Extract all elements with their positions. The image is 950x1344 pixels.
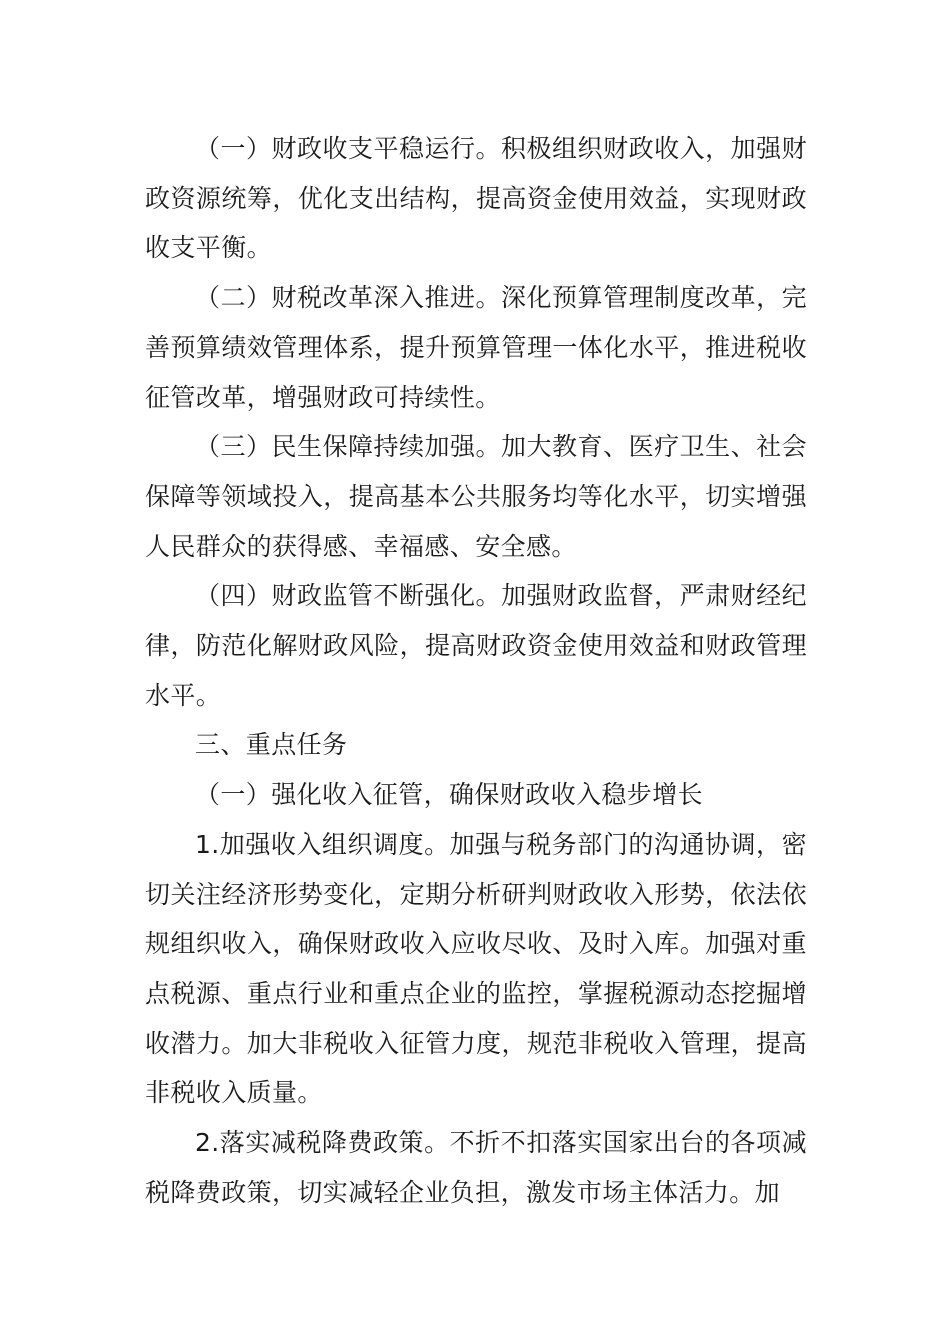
paragraph-goal-livelihood: （三）民生保障持续加强。加大教育、医疗卫生、社会保障等领域投入，提高基本公共服务均等化水平，切实增强人民群众的获得感、幸福感、安全感。 <box>145 432 807 561</box>
paragraph-goal-tax-reform: （二）财税改革深入推进。深化预算管理制度改革，完善预算绩效管理体系，提升预算管理一体化水平，推进税收征管改革，增强财政可持续性。 <box>145 283 807 412</box>
paragraph-goal-fiscal-balance: （一）财政收支平稳运行。积极组织财政收入，加强财政资源统筹，优化支出结构，提高资金使用效益，实现财政收支平衡。 <box>145 134 807 263</box>
document-body <box>145 124 807 1217</box>
paragraph-task-tax-cuts: 2.落实减税降费政策。不折不扣落实国家出台的各项减税降费政策，切实减轻企业负担，激发市场主体活力。加 <box>145 1128 807 1207</box>
paragraph-task-revenue-organization: 1.加强收入组织调度。加强与税务部门的沟通协调，密切关注经济形势变化，定期分析研判财政收入形势，依法依规组织收入，确保财政收入应收尽收、及时入库。加强对重点税源、重点行业和重点企业的监控，掌握税源动态挖掘增收潜力。加大非税收入征管力度，规范非税收入管理，提高非税收入质量。 <box>145 829 807 1108</box>
section-heading-key-tasks: 三、重点任务 <box>195 730 348 760</box>
paragraph-goal-supervision: （四）财政监管不断强化。加强财政监督，严肃财经纪律，防范化解财政风险，提高财政资金使用效益和财政管理水平。 <box>145 581 807 710</box>
subsection-heading-revenue: （一）强化收入征管，确保财政收入稳步增长 <box>195 780 704 810</box>
